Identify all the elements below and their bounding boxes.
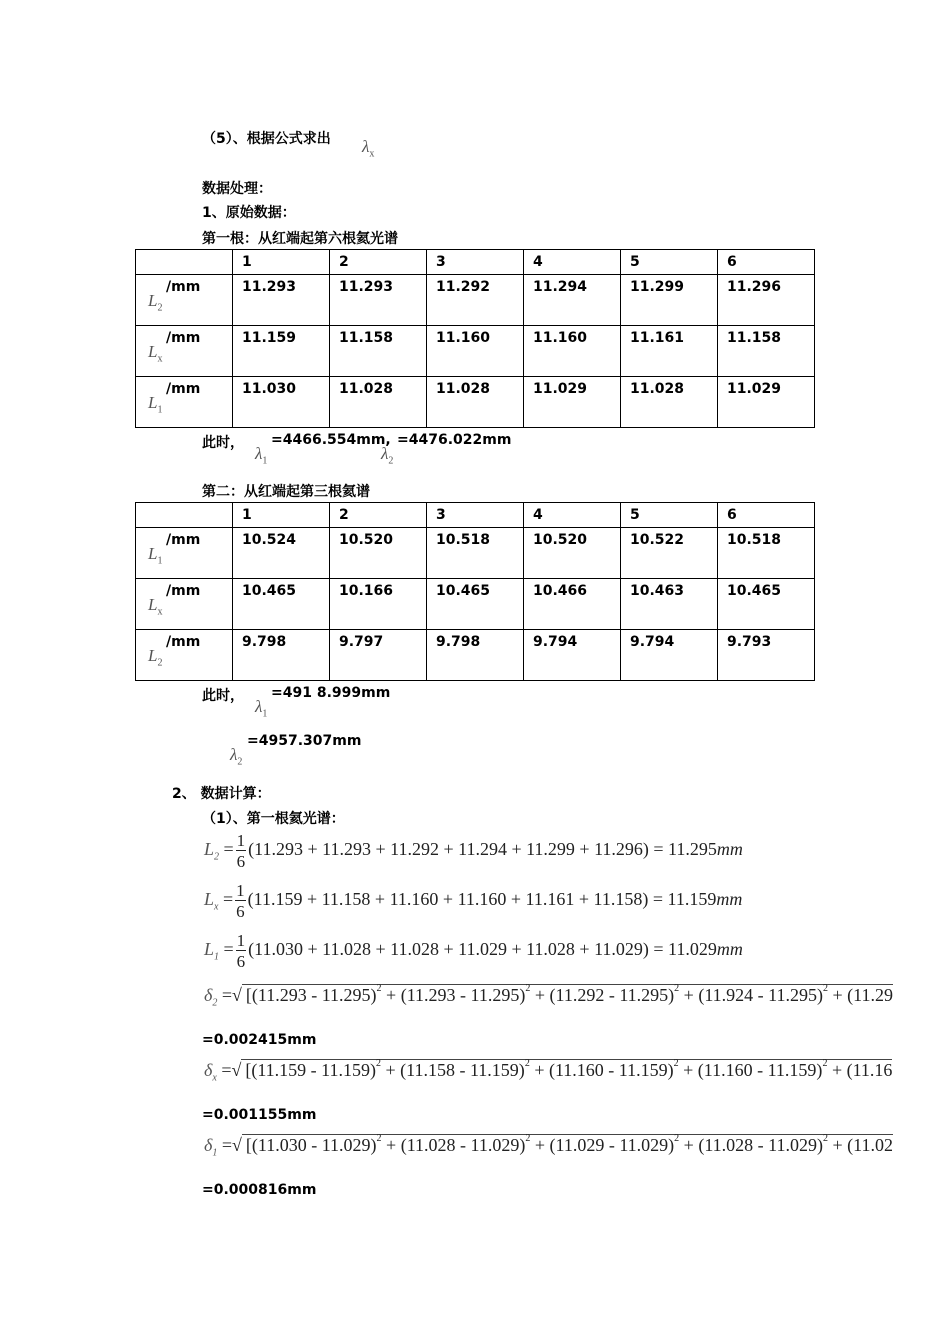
mean-L1-formula: $L_1$ = $\frac{1}{6}$ (11.030 + 11.028 + 11.028 + 11.029 + 11.028 + 11.029) = 11.029mm (204, 931, 743, 971)
table-header-cell: 6 (718, 250, 815, 275)
table-header-cell (136, 250, 233, 275)
row-label-cell: /mm $L_2$ (136, 630, 233, 681)
table2-lambda1: =491 8.999mm (271, 685, 391, 701)
table-cell: 11.293 (233, 275, 330, 326)
lambda2-symbol: $\lambda_2$ (381, 444, 394, 467)
table-row (136, 275, 815, 326)
delta1-result: =0.000816mm (202, 1182, 317, 1198)
table-cell: 11.292 (427, 275, 524, 326)
table-header-row (136, 250, 815, 275)
table-header-row (136, 503, 815, 528)
lambda1-symbol: $\lambda_1$ (255, 444, 268, 467)
mean-L2-formula: $L_2$ = $\frac{1}{6}$ (11.293 + 11.293 + 11.292 + 11.294 + 11.299 + 11.296) = 11.295mm (204, 831, 743, 871)
table-row (136, 377, 815, 428)
table-cell: 11.299 (621, 275, 718, 326)
delta2-formula: $\delta_2$ =√ [(11.293 - 11.295)$^2$ + (11.293 - 11.295)$^2$ + (11.292 - 11.295)$^2$ + (11.924 - 11.295)$^2$ + (11.29 (204, 983, 893, 1009)
calc-title: 2、 数据计算： (172, 786, 271, 802)
table-cell: 10.518 (427, 528, 524, 579)
table-cell: 10.166 (330, 579, 427, 630)
table1-caption: 第一根：从红端起第六根氦光谱 (202, 231, 398, 247)
table1 (135, 249, 815, 428)
deltax-formula: $\delta_x$ =√ [(11.159 - 11.159)$^2$ + (11.158 - 11.159)$^2$ + (11.160 - 11.159)$^2$ + (11.160 - 11.159)$^2$ + (11.16 (204, 1058, 893, 1084)
table-cell: 10.465 (233, 579, 330, 630)
row-label-cell: /mm $L_2$ (136, 275, 233, 326)
table-header-cell: 2 (330, 250, 427, 275)
table-row (136, 579, 815, 630)
row-label-cell: /mm $L_1$ (136, 528, 233, 579)
table-cell: 10.466 (524, 579, 621, 630)
table-cell: 9.797 (330, 630, 427, 681)
raw-data-title: 1、原始数据： (202, 205, 296, 221)
table2 (135, 502, 815, 681)
table-header-cell: 4 (524, 503, 621, 528)
table-cell: 10.524 (233, 528, 330, 579)
table-header-cell: 4 (524, 250, 621, 275)
table-cell: 10.465 (427, 579, 524, 630)
table-cell: 10.518 (718, 528, 815, 579)
table-cell: 9.798 (233, 630, 330, 681)
table-header-cell: 1 (233, 503, 330, 528)
table-cell: 11.029 (524, 377, 621, 428)
table-cell: 9.794 (524, 630, 621, 681)
table-cell: 11.161 (621, 326, 718, 377)
table-row (136, 630, 815, 681)
delta2-result: =0.002415mm (202, 1032, 317, 1048)
table-header-cell: 3 (427, 503, 524, 528)
table1-lambda1: =4466.554mm, (271, 432, 391, 448)
table-cell: 11.158 (330, 326, 427, 377)
row-label-cell: /mm $L_x$ (136, 579, 233, 630)
lambda1-symbol: $\lambda_1$ (255, 697, 268, 720)
table-cell: 10.520 (524, 528, 621, 579)
row-label-cell: /mm $L_x$ (136, 326, 233, 377)
table-header-cell (136, 503, 233, 528)
table-cell: 10.520 (330, 528, 427, 579)
table-cell: 9.793 (718, 630, 815, 681)
lambda-x-symbol: $\lambda_x$ (362, 137, 375, 160)
row-label-cell: /mm $L_1$ (136, 377, 233, 428)
table-cell: 11.028 (330, 377, 427, 428)
table1-lambda2: =4476.022mm (397, 432, 512, 448)
lambda2-symbol: $\lambda_2$ (230, 745, 243, 768)
table2-result-prefix: 此时， (202, 688, 244, 704)
table2-caption: 第二：从红端起第三根氦谱 (202, 484, 370, 500)
table-cell: 11.160 (524, 326, 621, 377)
mean-Lx-formula: $L_x$ = $\frac{1}{6}$ (11.159 + 11.158 + 11.160 + 11.160 + 11.161 + 11.158) = 11.159mm (204, 881, 743, 921)
table-cell: 10.522 (621, 528, 718, 579)
table-cell: 9.798 (427, 630, 524, 681)
table-header-cell: 5 (621, 503, 718, 528)
table-cell: 10.465 (718, 579, 815, 630)
step5-label: （5）、根据公式求出 (202, 131, 331, 147)
table-header-cell: 6 (718, 503, 815, 528)
table-row (136, 326, 815, 377)
calc-subtitle: （1）、第一根氦光谱： (202, 811, 345, 827)
table-cell: 11.028 (427, 377, 524, 428)
table-cell: 11.293 (330, 275, 427, 326)
table-cell: 10.463 (621, 579, 718, 630)
table-cell: 9.794 (621, 630, 718, 681)
table-header-cell: 5 (621, 250, 718, 275)
delta1-formula: $\delta_1$ =√ [(11.030 - 11.029)$^2$ + (11.028 - 11.029)$^2$ + (11.029 - 11.029)$^2$ + (11.028 - 11.029)$^2$ + (11.02 (204, 1133, 893, 1159)
processing-title: 数据处理： (202, 181, 272, 197)
table1-result-prefix: 此时， (202, 435, 244, 451)
table-cell: 11.158 (718, 326, 815, 377)
table-header-cell: 3 (427, 250, 524, 275)
table-cell: 11.294 (524, 275, 621, 326)
table2-lambda2: =4957.307mm (247, 733, 362, 749)
table-header-cell: 2 (330, 503, 427, 528)
table-cell: 11.028 (621, 377, 718, 428)
table-cell: 11.030 (233, 377, 330, 428)
table-cell: 11.160 (427, 326, 524, 377)
table-cell: 11.159 (233, 326, 330, 377)
table-header-cell: 1 (233, 250, 330, 275)
table-row (136, 528, 815, 579)
table-cell: 11.296 (718, 275, 815, 326)
table-cell: 11.029 (718, 377, 815, 428)
deltax-result: =0.001155mm (202, 1107, 317, 1123)
